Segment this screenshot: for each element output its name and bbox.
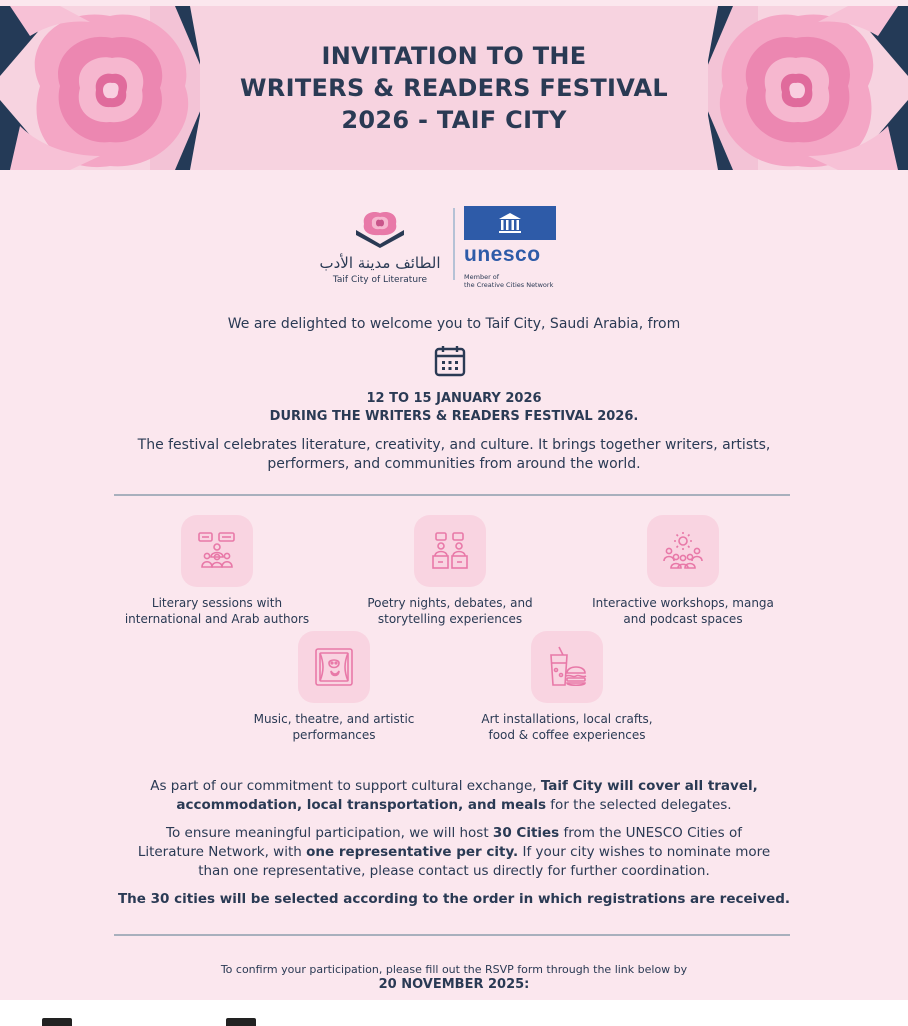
text-run-bold: one representative per city. <box>306 844 519 860</box>
participation-line-1 <box>94 824 814 843</box>
participation-paragraph <box>94 824 814 881</box>
feature-caption <box>452 711 682 743</box>
text-run-bold: 30 Cities <box>492 825 560 841</box>
feature-art-installations <box>452 631 682 746</box>
intro-line: The festival celebrates literature, creativity, and culture. It brings together writers, artists, <box>137 437 771 453</box>
taif-rose-book-icon <box>354 208 406 248</box>
bottom-strip <box>0 1000 908 1024</box>
rsvp-deadline: 20 NOVEMBER 2025: <box>378 977 530 992</box>
cropped-element <box>42 1018 72 1026</box>
section-divider <box>114 934 790 936</box>
event-dates-line: DURING THE WRITERS & READERS FESTIVAL 2026. <box>269 409 639 424</box>
logo-divider <box>453 208 455 280</box>
text-run: To ensure meaningful participation, we will host <box>166 825 493 841</box>
text-run-bold: Taif City will cover all travel, <box>540 778 758 794</box>
partner-logos <box>0 200 908 300</box>
caption-line: and podcast spaces <box>623 612 743 626</box>
feature-literary-sessions <box>102 515 332 630</box>
event-dates-line: 12 TO 15 JANUARY 2026 <box>366 391 542 406</box>
support-line-2 <box>94 796 814 815</box>
caption-line: Poetry nights, debates, and <box>367 596 533 610</box>
festival-intro <box>90 436 818 474</box>
text-run: for the selected delegates. <box>546 797 732 813</box>
unesco-temple-icon <box>498 212 522 234</box>
taif-arabic-name: الطائف مدينة الأدب <box>319 254 441 272</box>
workshop-group-icon <box>661 529 705 573</box>
feature-icon-box <box>298 631 370 703</box>
text-run: As part of our commitment to support cultural exchange, <box>150 778 541 794</box>
caption-line: storytelling experiences <box>377 612 523 626</box>
unesco-subtitle-line: the Creative Cities Network <box>464 281 554 289</box>
unesco-flag <box>464 206 556 240</box>
feature-icon-box <box>414 515 486 587</box>
unesco-subtitle <box>464 273 584 289</box>
caption-line: Literary sessions with <box>151 596 283 610</box>
section-divider <box>114 494 790 496</box>
page-title <box>210 40 698 136</box>
text-run: If your city wishes to nominate more <box>518 844 771 860</box>
feature-icon-box <box>531 631 603 703</box>
feature-caption <box>102 595 332 627</box>
title-line: 2026 - TAIF CITY <box>341 106 567 134</box>
taif-city-logo <box>318 204 442 292</box>
feature-interactive-workshops <box>568 515 798 630</box>
feature-caption <box>568 595 798 627</box>
unesco-logo <box>464 206 584 292</box>
rose-decoration-right-icon <box>708 6 908 170</box>
caption-line: international and Arab authors <box>124 612 310 626</box>
caption-line: Art installations, local crafts, <box>481 712 653 726</box>
text-run: from the UNESCO Cities of <box>559 825 742 841</box>
title-line: WRITERS & READERS FESTIVAL <box>240 74 668 102</box>
text-run: than one representative, please contact us directly for further coordination. <box>198 863 710 879</box>
caption-line: performances <box>292 728 376 742</box>
debate-podium-icon <box>428 529 472 573</box>
audience-speech-icon <box>195 529 239 573</box>
event-dates <box>100 390 808 426</box>
welcome-text: We are delighted to welcome you to Taif City, Saudi Arabia, from <box>227 316 681 332</box>
caption-line: Music, theatre, and artistic <box>253 712 415 726</box>
rsvp-instruction: To confirm your participation, please fill out the RSVP form through the link below by <box>220 963 688 976</box>
header-banner <box>0 6 908 170</box>
participation-line-2 <box>94 843 814 862</box>
unesco-subtitle-line: Member of <box>464 273 500 281</box>
rose-decoration-left-icon <box>0 6 200 170</box>
feature-caption <box>219 711 449 743</box>
caption-line: Interactive workshops, manga <box>592 596 774 610</box>
caption-line: food & coffee experiences <box>488 728 646 742</box>
feature-icon-box <box>181 515 253 587</box>
drink-burger-icon <box>545 645 589 689</box>
support-paragraph <box>94 777 814 815</box>
unesco-wordmark: unesco <box>464 243 541 266</box>
text-run-bold: accommodation, local transportation, and meals <box>176 797 547 813</box>
feature-poetry-nights <box>335 515 565 630</box>
participation-line-3 <box>94 862 814 881</box>
support-line-1 <box>94 777 814 796</box>
calendar-icon <box>433 344 467 378</box>
cropped-element <box>226 1018 256 1026</box>
title-line: INVITATION TO THE <box>321 42 587 70</box>
theatre-stage-icon <box>312 645 356 689</box>
feature-caption <box>335 595 565 627</box>
selection-note: The 30 cities will be selected according to the order in which registrations are received. <box>117 891 791 907</box>
taif-english-name: Taif City of Literature <box>332 275 428 285</box>
text-run: Literature Network, with <box>137 844 307 860</box>
feature-icon-box <box>647 515 719 587</box>
intro-line: performers, and communities from around the world. <box>267 456 641 472</box>
feature-music-theatre <box>219 631 449 746</box>
